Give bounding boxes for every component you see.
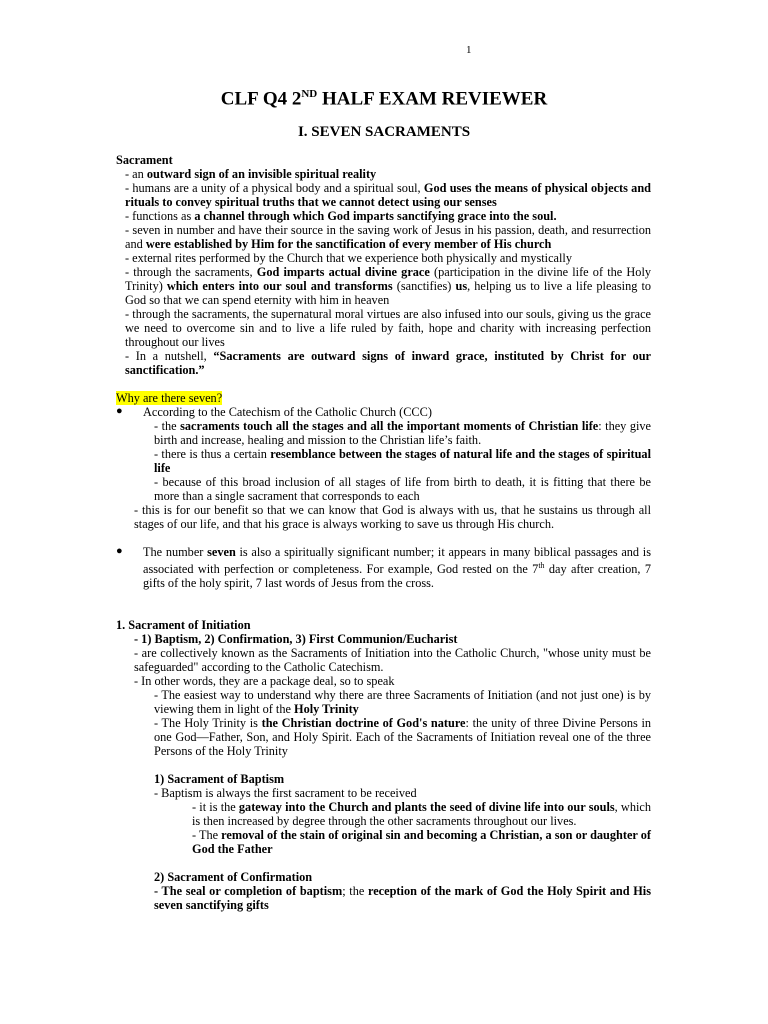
sacrament-point: - functions as a channel through which God imparts sanctifying grace into the soul. — [125, 209, 557, 223]
confirmation-heading: 2) Sacrament of Confirmation — [154, 870, 313, 885]
initiation-point: - In other words, they are a package deal, so to speak — [134, 674, 395, 689]
why-seven-heading: Why are there seven? — [116, 391, 223, 405]
why-point: - because of this broad inclusion of all stages of life from birth to death, it is fitting that there be more than a single sacrament that corresponds to each — [154, 475, 651, 503]
initiation-point: - The easiest way to understand why there are three Sacraments of Initiation (and not just one) is by viewing them in light of the Holy Trinity — [154, 688, 651, 717]
sacrament-point: - through the sacraments, God imparts actual divine grace (participation in the divine life of the Holy Trinity) which enters into our soul and transforms (sanctifies) us, helping us to live a life pleasing to God so that we can spend eternity with him in heaven — [125, 265, 652, 307]
document-body — [116, 153, 651, 912]
page-number: 1 — [466, 44, 472, 56]
document-title: CLF Q4 2ND HALF EXAM REVIEWER — [220, 88, 548, 110]
sacrament-point: - through the sacraments, the supernatural moral virtues are also infused into our souls, giving us the grace we need to overcome sin and to live a life ruled by faith, hope and charity with increasing perfection throughout our lives — [125, 307, 651, 349]
confirmation-point: - The seal or completion of baptism; the reception of the mark of God the Holy Spirit and His seven sanctifying gifts — [154, 884, 651, 913]
initiation-point: - are collectively known as the Sacraments of Initiation into the Catholic Church, "whose unity must be safeguarded" according to the Catholic Catechism. — [134, 646, 651, 675]
baptism-point: - Baptism is always the first sacrament to be received — [154, 786, 417, 801]
sacrament-point: - In a nutshell, “Sacraments are outward signs of inward grace, instituted by Christ for our sanctification.” — [125, 349, 651, 377]
why-point: - the sacraments touch all the stages and all the important moments of Christian life: they give birth and increase, healing and mission to the Christian life’s faith. — [154, 419, 651, 447]
initiation-section — [116, 618, 651, 758]
sacrament-heading: Sacrament — [116, 153, 173, 167]
why-point: - this is for our benefit so that we can know that God is always with us, that he sustains us through all stages of our life, and that his grace is always working to save us through His church. — [134, 503, 651, 531]
bullet-item: ● According to the Catechism of the Catholic Church (CCC) — [116, 405, 432, 419]
why-seven-section — [116, 391, 651, 590]
baptism-point: - it is the gateway into the Church and plants the seed of divine life into our souls, which is then increased by degree through the other sacraments throughout our lives. — [192, 800, 651, 829]
sacrament-section — [116, 153, 651, 377]
initiation-list: - 1) Baptism, 2) Confirmation, 3) First Communion/Eucharist — [134, 632, 458, 647]
initiation-point: - The Holy Trinity is the Christian doctrine of God's nature: the unity of three Divine Persons in one God—Father, Son, and Holy Spirit. Each of the Sacraments of Initiation reveal one of the three Persons of the Holy Trinity — [154, 716, 652, 759]
section-title: I. SEVEN SACRAMENTS — [297, 124, 471, 140]
bullet-item: ● The number seven is also a spiritually significant number; it appears in many biblical passages and is associated with perfection or completeness. For example, God rested on the 7th day after creation, 7 gifts of the holy spirit, 7 last words of Jesus from the cross. — [116, 545, 651, 591]
initiation-heading: 1. Sacrament of Initiation — [116, 618, 251, 633]
confirmation-section — [116, 870, 651, 912]
why-point: - there is thus a certain resemblance between the stages of natural life and the stages of spiritual life — [154, 447, 651, 475]
baptism-section — [116, 772, 651, 856]
bullet-icon: ● — [116, 545, 123, 557]
sacrament-point: - external rites performed by the Church that we experience both physically and mystically — [125, 251, 572, 265]
sacrament-point: - seven in number and have their source in the saving work of Jesus in his passion, death, and resurrection and were established by Him for the sanctification of every member of His church — [125, 223, 651, 251]
baptism-point: - The removal of the stain of original sin and becoming a Christian, a son or daughter of God the Father — [192, 828, 651, 857]
sacrament-point: - humans are a unity of a physical body and a spiritual soul, God uses the means of physical objects and rituals to convey spiritual truths that we cannot detect using our senses — [125, 181, 651, 209]
sacrament-point: - an outward sign of an invisible spiritual reality — [125, 167, 377, 181]
bullet-icon: ● — [116, 405, 123, 417]
baptism-heading: 1) Sacrament of Baptism — [154, 772, 285, 787]
